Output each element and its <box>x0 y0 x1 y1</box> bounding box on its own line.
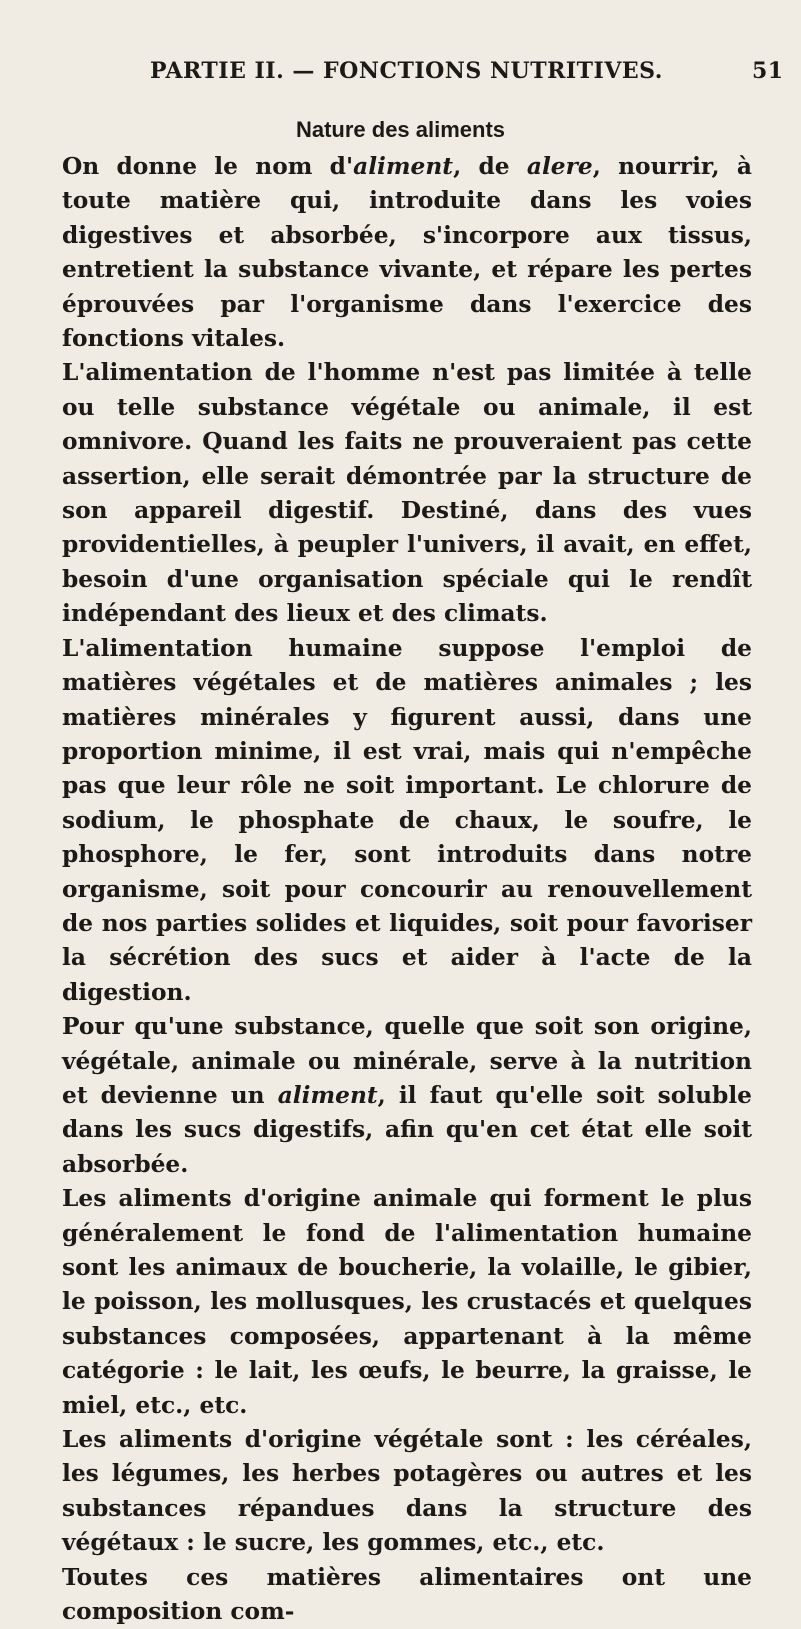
body-text <box>62 150 752 1629</box>
paragraph: Toutes ces matières alimentaires ont une composition com- <box>62 1563 752 1626</box>
paragraph: L'alimentation de l'homme n'est pas limitée à telle ou telle substance végétale ou animale, il est omnivore. Quand les faits ne prouveraient pas cette assertion, elle serait démontrée par la structure de son appareil digestif. Destiné, dans des vues providentielles, à peupler l'univers, il avait, en effet, besoin d'une organisation spéciale qui le rendît indépendant des lieux et des climats. <box>62 359 752 628</box>
page-number: 51 <box>752 58 784 84</box>
paragraph: Les aliments d'origine animale qui forment le plus généralement le fond de l'alimentation humaine sont les animaux de boucherie, la volaille, le gibier, le poisson, les mollusques, les crustacés et quelques substances composées, appartenant à la même catégorie : le lait, les œufs, le beurre, la graisse, le miel, etc., etc. <box>62 1185 752 1419</box>
running-title: PARTIE II. — FONCTIONS NUTRITIVES. <box>150 58 663 84</box>
paragraph: Pour qu'une substance, quelle que soit son origine, végétale, animale ou minérale, serve à la nutrition et devienne un aliment, il faut qu'elle soit soluble dans les sucs digestifs, afin qu'en cet état elle soit absorbée. <box>62 1013 752 1178</box>
paragraph: Les aliments d'origine végétale sont : les céréales, les légumes, les herbes potagères ou autres et les substances répandues dans la structure des végétaux : le sucre, les gommes, etc., etc. <box>62 1426 752 1557</box>
running-header <box>0 58 801 88</box>
section-title: Nature des aliments <box>295 117 506 142</box>
paragraph: L'alimentation humaine suppose l'emploi de matières végétales et de matières animales ; les matières minérales y figurent aussi, dans une proportion minime, il est vrai, mais qui n'empêche pas que leur rôle ne soit important. Le chlorure de sodium, le phosphate de chaux, le soufre, le phosphore, le fer, sont introduits dans notre organisme, soit pour concourir au renouvellement de nos parties solides et liquides, soit pour favoriser la sécrétion des sucs et aider à l'acte de la digestion. <box>62 634 752 1006</box>
paragraph: On donne le nom d'aliment, de alere, nourrir, à toute matière qui, introduite dans les voies digestives et absorbée, s'incorpore aux tissus, entretient la substance vivante, et répare les pertes éprouvées par l'organisme dans l'exercice des fonctions vitales. <box>62 153 752 353</box>
